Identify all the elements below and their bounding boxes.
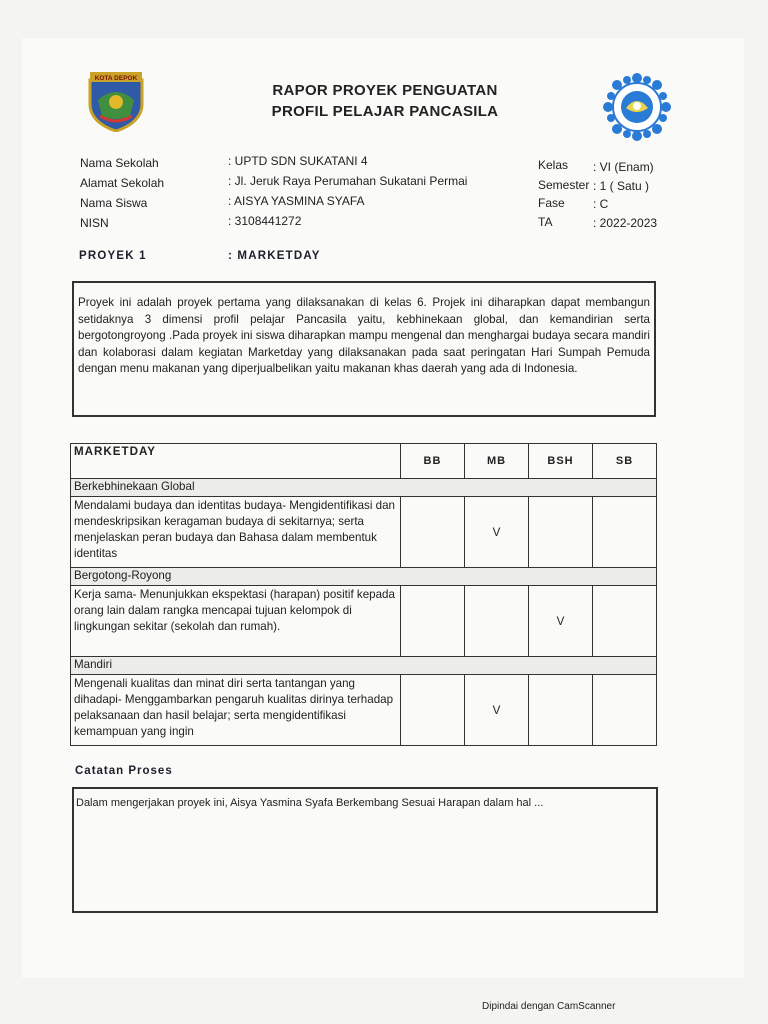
school-name-label: Nama Sekolah: [80, 156, 159, 170]
table-title: MARKETDAY: [71, 444, 401, 479]
score-cell: V: [465, 497, 529, 568]
table-row: [71, 675, 657, 746]
notes-label: Catatan Proses: [75, 765, 173, 777]
semester-value: : 1 ( Satu ): [593, 179, 650, 193]
score-cell: [593, 675, 657, 746]
assessment-table: [70, 443, 657, 746]
score-cell: [401, 497, 465, 568]
dimension-label: Bergotong-Royong: [71, 568, 657, 586]
semester-label: Semester: [538, 178, 590, 192]
project-name: : MARKETDAY: [228, 250, 321, 262]
dimension-row: [71, 479, 657, 497]
school-year-value: : 2022-2023: [593, 216, 658, 230]
nisn-label: NISN: [80, 216, 109, 230]
table-row: [71, 497, 657, 568]
nisn-value: : 3108441272: [228, 214, 302, 228]
student-name-label: Nama Siswa: [80, 196, 148, 210]
score-cell: [529, 675, 593, 746]
report-title: [255, 80, 515, 122]
class-value: : VI (Enam): [593, 160, 654, 174]
school-name-value: : UPTD SDN SUKATANI 4: [228, 154, 368, 168]
column-bsh: BSH: [529, 444, 593, 479]
scanner-watermark: Dipindai dengan CamScanner: [482, 1001, 616, 1012]
phase-value: : C: [593, 197, 609, 211]
student-name-value: : AISYA YASMINA SYAFA: [228, 194, 365, 208]
criterion-description: Kerja sama- Menunjukkan ekspektasi (harapan) positif kepada orang lain dalam rangka mencapai tujuan kelompok di lingkungan sekitar (sekolah dan rumah).: [71, 586, 401, 657]
logo-left-text: KOTA DEPOK: [94, 75, 138, 82]
score-cell: [593, 586, 657, 657]
dimension-label: Mandiri: [71, 657, 657, 675]
criterion-description: Mengenali kualitas dan minat diri serta tantangan yang dihadapi- Menggambarkan pengaruh kualitas dirinya terhadap pelaksanaan dan hasil belajar; serta mengidentifikasi kemampuan yang ingin: [71, 675, 401, 746]
score-cell: [401, 586, 465, 657]
notes-box: [72, 787, 658, 913]
dimension-row: [71, 657, 657, 675]
school-address-value: : Jl. Jeruk Raya Perumahan Sukatani Permai: [228, 174, 468, 188]
school-address-label: Alamat Sekolah: [80, 176, 165, 190]
column-bb: BB: [401, 444, 465, 479]
column-mb: MB: [465, 444, 529, 479]
school-year-label: TA: [538, 215, 553, 229]
score-cell: [593, 497, 657, 568]
score-cell: V: [529, 586, 593, 657]
table-row: [71, 586, 657, 657]
title-line-1: RAPOR PROYEK PENGUATAN: [272, 82, 498, 99]
score-cell: [465, 586, 529, 657]
criterion-description: Mendalami budaya dan identitas budaya- Mengidentifikasi dan mendeskripsikan keragaman budaya di sekitarnya; serta menjelaskan peran budaya dan Bahasa dalam membentuk identitas: [71, 497, 401, 568]
project-label: PROYEK 1: [79, 250, 147, 262]
phase-label: Fase: [538, 196, 565, 210]
title-line-2: PROFIL PELAJAR PANCASILA: [271, 103, 499, 120]
score-cell: V: [465, 675, 529, 746]
class-label: Kelas: [538, 158, 569, 172]
score-cell: [401, 675, 465, 746]
project-description: Proyek ini adalah proyek pertama yang dilaksanakan di kelas 6. Projek ini diharapkan dapat membangun setidaknya 3 dimensi profil pelajar Pancasila yaitu, kebhinekaan global, dan kemandirian serta bergotongroyong .Pada proyek ini siswa diharapkan mampu mengenal dan menghargai budaya secara mandiri dan kolaborasi dalam kegiatan Marketday yang dilaksanakan pada saat peringatan Hari Sumpah Pemuda dengan menu makanan yang diperjualbelikan yaitu makanan khas daerah yang ada di Indonesia.: [72, 281, 656, 417]
notes-text: Dalam mengerjakan proyek ini, Aisya Yasmina Syafa Berkembang Sesuai Harapan dalam hal ...: [76, 797, 544, 809]
table-header-row: [71, 444, 657, 479]
kota-depok-logo: [86, 70, 146, 132]
dimension-label: Berkebhinekaan Global: [71, 479, 657, 497]
dimension-row: [71, 568, 657, 586]
tut-wuri-handayani-logo: [602, 72, 672, 142]
score-cell: [529, 497, 593, 568]
column-sb: SB: [593, 444, 657, 479]
